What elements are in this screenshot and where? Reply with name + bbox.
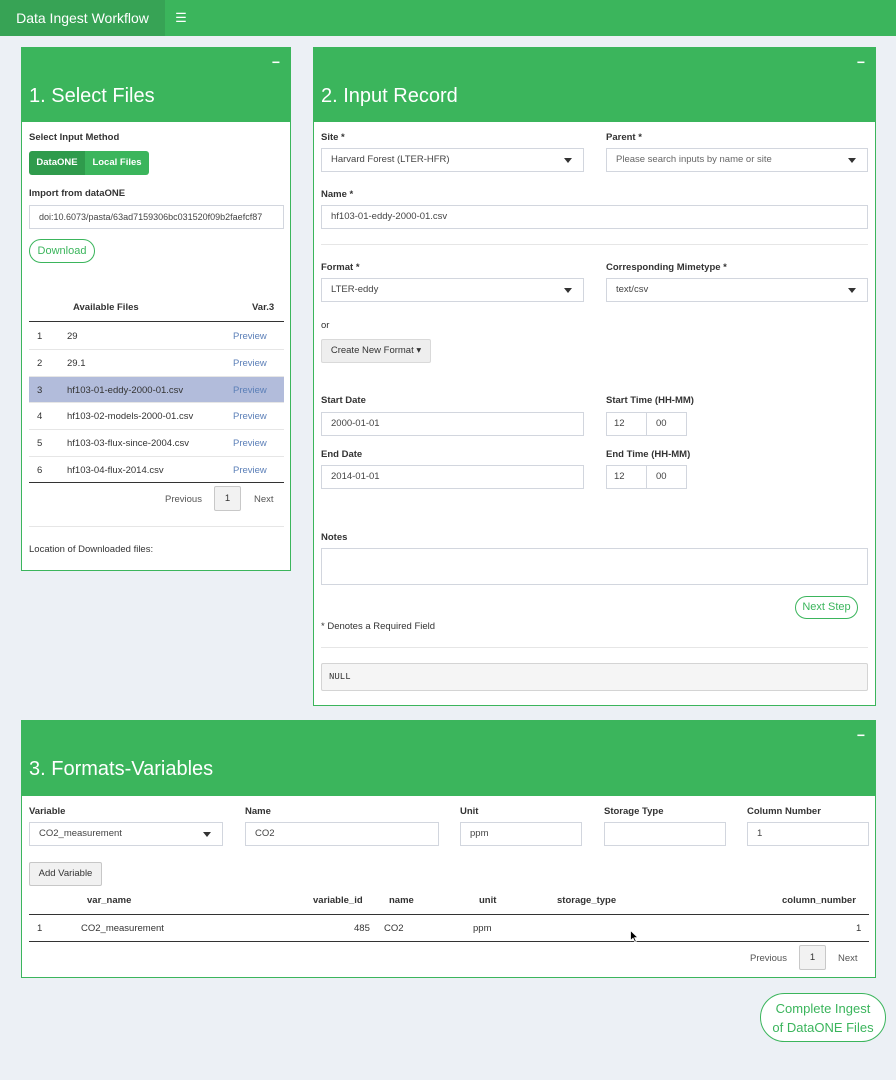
doi-input[interactable]: doi:10.6073/pasta/63ad7159306bc031520f09b2faefcf87 xyxy=(29,205,284,229)
col-header-name[interactable]: name xyxy=(389,895,414,906)
start-time-label: Start Time (HH-MM) xyxy=(606,395,694,406)
format-select[interactable] xyxy=(321,278,584,302)
select-files-header xyxy=(22,48,290,122)
row-index: 5 xyxy=(37,438,43,450)
unit-label: Unit xyxy=(460,806,479,817)
chevron-down-icon xyxy=(203,832,211,837)
file-name: hf103-02-models-2000-01.csv xyxy=(67,411,194,423)
preview-link[interactable]: Preview xyxy=(233,411,267,423)
cell-column-number: 1 xyxy=(856,923,862,934)
variable-select[interactable] xyxy=(29,822,223,846)
row-index: 1 xyxy=(37,331,43,342)
start-date-label: Start Date xyxy=(321,395,366,406)
end-date-input[interactable]: 2014-01-01 xyxy=(321,465,584,489)
output-box: NULL xyxy=(321,663,868,691)
table-row[interactable] xyxy=(29,402,284,429)
method-tab-local-files[interactable]: Local Files xyxy=(85,151,149,175)
preview-link[interactable]: Preview xyxy=(233,384,267,396)
collapse-button[interactable]: − xyxy=(856,727,865,743)
next-page-button[interactable]: Next xyxy=(838,953,858,964)
variable-value: CO2_measurement xyxy=(39,828,122,839)
create-new-format-button[interactable]: Create New Format ▾ xyxy=(321,339,431,363)
divider xyxy=(321,244,868,245)
table-row[interactable] xyxy=(29,915,869,941)
cell-var-name: CO2_measurement xyxy=(81,923,164,934)
mimetype-label: Corresponding Mimetype * xyxy=(606,262,727,273)
end-time-label: End Time (HH-MM) xyxy=(606,449,691,460)
add-variable-button[interactable]: Add Variable xyxy=(29,862,102,886)
cell-variable-id: 485 xyxy=(354,923,370,934)
parent-placeholder: Please search inputs by name or site xyxy=(616,154,772,165)
panel-title: 3. Formats-Variables xyxy=(29,758,214,780)
next-page-button[interactable]: Next xyxy=(254,494,274,505)
parent-select[interactable] xyxy=(606,148,868,172)
table-bottom-divider xyxy=(29,482,284,483)
preview-link[interactable]: Preview xyxy=(233,438,267,450)
prev-page-button[interactable]: Previous xyxy=(750,953,787,964)
location-label: Location of Downloaded files: xyxy=(29,544,154,555)
parent-label: Parent * xyxy=(606,132,642,143)
end-hour-input[interactable]: 12 xyxy=(606,465,647,489)
preview-link[interactable]: Preview xyxy=(233,465,267,476)
storage-type-input[interactable] xyxy=(604,822,726,846)
top-navbar xyxy=(0,0,896,36)
name-label: Name * xyxy=(321,189,354,200)
collapse-button[interactable]: − xyxy=(856,54,865,70)
collapse-button[interactable]: − xyxy=(271,54,280,70)
panel-title: 1. Select Files xyxy=(29,85,155,107)
col-header-var3[interactable]: Var.3 xyxy=(252,302,275,313)
complete-ingest-line2: of DataONE Files xyxy=(772,1020,874,1035)
end-minute-input[interactable]: 00 xyxy=(646,465,687,489)
col-header-variable-id[interactable]: variable_id xyxy=(313,895,363,906)
format-label: Format * xyxy=(321,262,360,273)
row-index: 1 xyxy=(37,923,43,934)
mimetype-value: text/csv xyxy=(616,284,649,295)
table-bottom-divider xyxy=(29,941,869,942)
method-label: Select Input Method xyxy=(29,132,120,143)
site-value: Harvard Forest (LTER-HFR) xyxy=(331,154,450,165)
import-label: Import from dataONE xyxy=(29,188,126,199)
formats-variables-header xyxy=(22,721,875,796)
method-tab-dataone[interactable]: DataONE xyxy=(29,151,85,175)
file-name: hf103-04-flux-2014.csv xyxy=(67,465,164,476)
select-files-panel xyxy=(21,47,291,571)
preview-link[interactable]: Preview xyxy=(233,357,267,369)
name-input[interactable]: hf103-01-eddy-2000-01.csv xyxy=(321,205,868,229)
chevron-down-icon xyxy=(848,158,856,163)
table-row[interactable] xyxy=(29,349,284,376)
hamburger-icon[interactable]: ☰ xyxy=(175,10,187,25)
end-date-label: End Date xyxy=(321,449,363,460)
panel-title: 2. Input Record xyxy=(321,85,458,107)
chevron-down-icon xyxy=(564,158,572,163)
mouse-cursor-icon xyxy=(630,930,639,943)
start-minute-input[interactable]: 00 xyxy=(646,412,687,436)
table-row[interactable] xyxy=(29,376,284,403)
col-header-unit[interactable]: unit xyxy=(479,895,497,906)
file-name: hf103-03-flux-since-2004.csv xyxy=(67,438,189,450)
notes-label: Notes xyxy=(321,532,348,543)
row-index: 6 xyxy=(37,465,43,476)
file-name: 29 xyxy=(67,331,78,342)
preview-link[interactable]: Preview xyxy=(233,331,267,342)
required-field-note: * Denotes a Required Field xyxy=(321,621,436,632)
download-button[interactable]: Download xyxy=(29,239,95,263)
divider xyxy=(321,647,868,648)
format-value: LTER-eddy xyxy=(331,284,379,295)
column-number-label: Column Number xyxy=(747,806,821,817)
var-name-input[interactable]: CO2 xyxy=(245,822,439,846)
table-row[interactable] xyxy=(29,456,284,483)
row-index: 4 xyxy=(37,411,43,423)
page-1-button[interactable]: 1 xyxy=(799,945,826,970)
complete-ingest-line1: Complete Ingest xyxy=(775,1001,871,1016)
cell-name: CO2 xyxy=(384,923,404,934)
input-record-panel xyxy=(313,47,876,706)
file-name: 29.1 xyxy=(67,357,86,369)
unit-input[interactable]: ppm xyxy=(460,822,582,846)
or-text: or xyxy=(321,320,330,331)
storage-type-label: Storage Type xyxy=(604,806,664,817)
table-row[interactable] xyxy=(29,322,284,349)
file-name: hf103-01-eddy-2000-01.csv xyxy=(67,384,184,396)
mimetype-select[interactable] xyxy=(606,278,868,302)
page-1-button[interactable]: 1 xyxy=(214,486,241,511)
col-header-available-files[interactable]: Available Files xyxy=(73,302,139,313)
table-row[interactable] xyxy=(29,429,284,456)
row-index: 2 xyxy=(37,357,43,369)
next-step-button[interactable]: Next Step xyxy=(795,596,858,619)
divider xyxy=(29,526,284,527)
app-title[interactable]: Data Ingest Workflow xyxy=(0,0,165,36)
column-number-input[interactable]: 1 xyxy=(747,822,869,846)
chevron-down-icon xyxy=(848,288,856,293)
prev-page-button[interactable]: Previous xyxy=(165,494,202,505)
variable-label: Variable xyxy=(29,806,66,817)
notes-textarea[interactable] xyxy=(321,548,868,585)
row-index: 3 xyxy=(37,384,43,396)
formats-variables-panel xyxy=(21,720,876,978)
site-label: Site * xyxy=(321,132,345,143)
col-header-var-name[interactable]: var_name xyxy=(87,895,132,906)
col-header-column-number[interactable]: column_number xyxy=(782,895,856,906)
complete-ingest-button[interactable] xyxy=(760,993,886,1042)
cell-unit: ppm xyxy=(473,923,492,934)
input-record-header xyxy=(314,48,875,122)
start-date-input[interactable]: 2000-01-01 xyxy=(321,412,584,436)
chevron-down-icon xyxy=(564,288,572,293)
col-header-storage-type[interactable]: storage_type xyxy=(557,895,617,906)
start-hour-input[interactable]: 12 xyxy=(606,412,647,436)
var-name-label: Name xyxy=(245,806,271,817)
site-select[interactable] xyxy=(321,148,584,172)
